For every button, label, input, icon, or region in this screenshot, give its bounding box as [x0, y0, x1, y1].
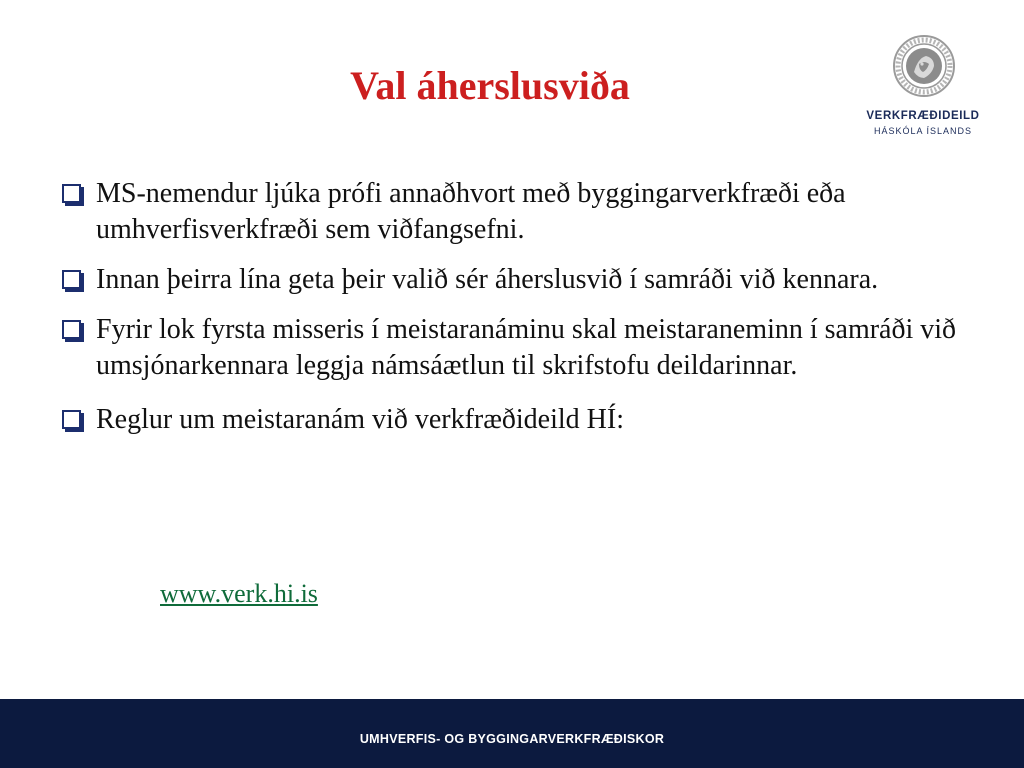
bullet-text: Fyrir lok fyrsta misseris í meistaranáminu skal meistaraneminn í samráði við umsjónarkennara leggja námsáætlun til skrifstofu deildarinnar. [96, 314, 957, 381]
bullet-text: Innan þeirra lína geta þeir valið sér áherslusvið í samráði við kennara. [96, 264, 879, 295]
bullet-item [60, 402, 980, 438]
university-seal-icon [892, 34, 956, 98]
website-link[interactable]: www.verk.hi.is [160, 579, 318, 608]
bullet-list [60, 176, 980, 452]
slide-title: Val áherslusviða [350, 63, 630, 108]
bullet-item [60, 176, 980, 248]
bullet-text: Reglur um meistaranám við verkfræðideild HÍ: [96, 404, 624, 435]
bullet-item [60, 312, 980, 384]
faculty-logo [858, 34, 988, 144]
logo-subtitle: HÁSKÓLA ÍSLANDS [873, 126, 973, 136]
footer-bar [0, 699, 1024, 768]
checkbox-icon [62, 270, 81, 289]
checkbox-icon [62, 320, 81, 339]
logo-name: VERKFRÆÐIDEILD [866, 110, 980, 122]
bullet-item [60, 262, 980, 298]
footer-text: UMHVERFIS- OG BYGGINGARVERKFRÆÐISKOR [359, 732, 665, 746]
checkbox-icon [62, 184, 81, 203]
bullet-text: MS-nemendur ljúka prófi annaðhvort með byggingarverkfræði eða umhverfisverkfræði sem viðfangsefni. [96, 178, 846, 245]
checkbox-icon [62, 410, 81, 429]
